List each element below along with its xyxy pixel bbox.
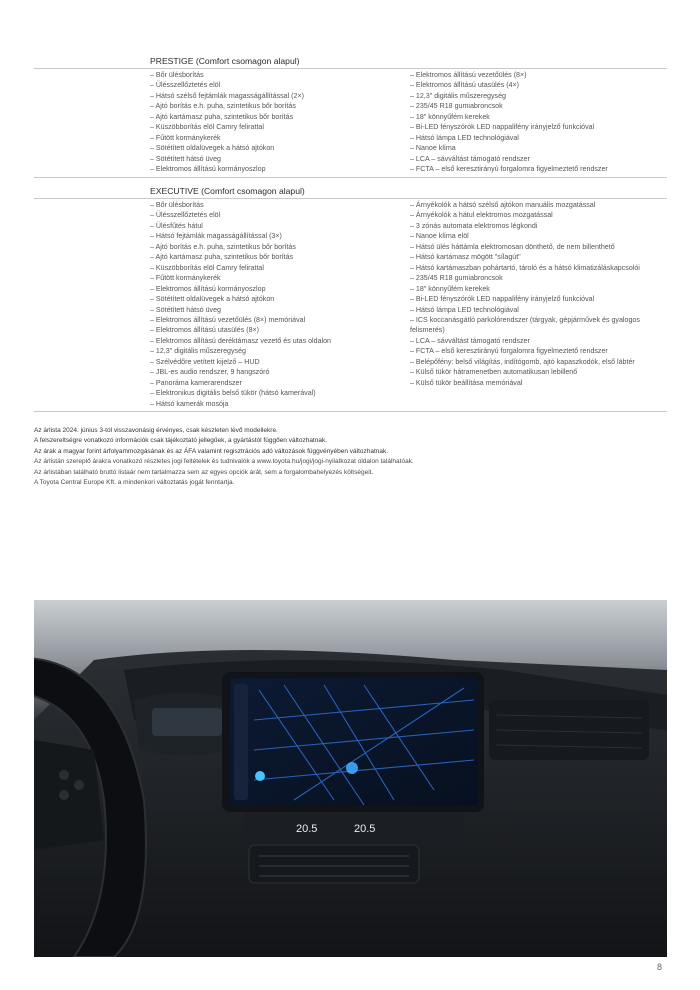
list-item: – Külső tükör hátramenetben automatikusan lebillenő bbox=[410, 368, 578, 377]
list-item: – Elektromos állítású kormányoszlop bbox=[150, 165, 266, 174]
list-item: – 12,3" digitális műszeregység bbox=[150, 347, 246, 356]
list-item: – JBL-es audio rendszer, 9 hangszóró bbox=[150, 368, 270, 377]
list-item: – LCA – sávváltást támogató rendszer bbox=[410, 154, 530, 163]
list-item: – Ülésfűtés hátul bbox=[150, 221, 203, 230]
wheel-button bbox=[59, 770, 69, 780]
list-item: – 3 zónás automata elektromos légkondi bbox=[410, 221, 538, 230]
list-item: – Küszöbborítás elöl Camry felirattal bbox=[150, 263, 264, 272]
list-item: – Sötétített oldalüvegek a hátsó ajtókon bbox=[150, 144, 275, 153]
wheel-button bbox=[74, 780, 84, 790]
list-item: – Ajtó kartámasz puha, szintetikus bőr borítás bbox=[150, 253, 294, 262]
executive-features bbox=[34, 198, 667, 412]
list-item: – Panoráma kamerarendszer bbox=[150, 378, 242, 387]
list-item: – Elektromos állítású deréktámasz vezető és utas oldalon bbox=[150, 336, 331, 345]
prestige-section bbox=[34, 54, 667, 178]
list-item: – Ajtó borítás e.h. puha, szintetikus bőr borítás bbox=[150, 102, 296, 111]
list-item: – Küszöbborítás elöl Camry felirattal bbox=[150, 123, 264, 132]
interior-photo bbox=[34, 600, 667, 957]
list-item: – Hátsó kartámaszban pohártartó, tároló és a hátsó klimatizáláskapcsolói bbox=[410, 263, 640, 272]
list-item: – Ülésszellőztetés elöl bbox=[150, 211, 221, 220]
map-location-icon bbox=[255, 771, 265, 781]
note-line: A felszereltségre vonatkozó információk csak tájékoztató jellegűek, a gyártástól függően változhatnak. bbox=[34, 437, 328, 445]
list-item: – Bőr ülésborítás bbox=[150, 71, 204, 79]
list-item: – Hátsó szélső fejtámlák magasságállítással (2×) bbox=[150, 91, 304, 100]
list-item: – Bőr ülésborítás bbox=[150, 201, 204, 209]
list-item: – Árnyékolók a hátul elektromos mozgatással bbox=[410, 211, 553, 220]
list-item: – 18" könnyűfém kerekek bbox=[410, 112, 490, 121]
list-item: – Elektromos állítású utasülés (4×) bbox=[410, 81, 520, 90]
list-item: – Belépőfény: belső világítás, indítógomb, ajtó kapaszkodók, első lábtér bbox=[410, 357, 635, 366]
list-item: – Elektromos állítású vezetőülés (8×) memóriával bbox=[150, 315, 306, 324]
executive-section bbox=[34, 184, 667, 412]
prestige-left-list bbox=[150, 70, 410, 175]
list-item: – Ajtó borítás e.h. puha, szintetikus bőr borítás bbox=[150, 242, 296, 251]
center-vent bbox=[249, 845, 419, 883]
temp-left: 20.5 bbox=[296, 823, 318, 835]
list-item: – Hátsó ülés háttámla elektromosan dönthető, de nem billenthető bbox=[410, 242, 615, 251]
wheel-button bbox=[59, 790, 69, 800]
list-item: – Külső tükör beállítása memóriával bbox=[410, 378, 523, 387]
list-item: – LCA – sávváltást támogató rendszer bbox=[410, 336, 530, 345]
executive-right-list bbox=[410, 200, 667, 409]
list-item: – 18" könnyűfém kerekek bbox=[410, 284, 490, 293]
display-sidebar bbox=[234, 684, 248, 800]
page-number: 8 bbox=[657, 962, 663, 972]
note-line: Az árlistán szereplő árakra vonatkozó részletes jogi feltételek és tudnivalók a www.toyota.hu/jogi/jogi-nyilatkozat oldalon találhatóak. bbox=[34, 458, 414, 466]
note-line: Az árlistában található bruttó listaár nem tartalmazza sem az egyes opciók árát, sem a forgalombahelyezés költségeit. bbox=[34, 468, 374, 476]
temp-right: 20.5 bbox=[354, 823, 376, 835]
prestige-right-list bbox=[410, 70, 667, 175]
list-item: – Hátsó fejtámlák magasságállítással (3×) bbox=[150, 232, 282, 241]
center-display bbox=[230, 678, 478, 806]
executive-left-list bbox=[150, 200, 410, 409]
list-item: – Szélvédőre vetített kijelző – HUD bbox=[150, 357, 260, 366]
disclaimer-notes bbox=[34, 426, 654, 488]
interior-illustration bbox=[34, 600, 667, 957]
list-item: – Elektromos állítású vezetőülés (8×) bbox=[410, 71, 527, 79]
list-item: – Fűtött kormánykerék bbox=[150, 133, 221, 142]
list-item: – 235/45 R18 gumiabroncsok bbox=[410, 102, 503, 111]
list-item: – Árnyékolók a hátsó szélső ajtókon manuális mozgatással bbox=[410, 201, 596, 209]
note-line: Az árlista 2024. június 3-tól visszavonásig érvényes, csak készleten lévő modellekre. bbox=[34, 427, 278, 434]
map-position-marker bbox=[346, 762, 358, 774]
note-line: A Toyota Central Europe Kft. a mindenkori változtatás jogát fenntartja. bbox=[34, 479, 235, 487]
list-item: – Elektromos állítású utasülés (8×) bbox=[150, 326, 260, 335]
list-item: – FCTA – első keresztirányú forgalomra figyelmeztető rendszer bbox=[410, 165, 608, 174]
list-item: – Fűtött kormánykerék bbox=[150, 274, 221, 283]
list-item: – Elektronikus digitális belső tükör (hátsó kamerával) bbox=[150, 389, 316, 398]
list-item: – Hátsó kartámasz mögött "sílagút" bbox=[410, 253, 521, 262]
executive-title: EXECUTIVE (Comfort csomagon alapul) bbox=[150, 186, 305, 196]
list-item: – Bi-LED fényszórók LED nappalifény irányjelző funkcióval bbox=[410, 295, 595, 304]
list-item: – Sötétített hátsó üveg bbox=[150, 305, 221, 314]
list-item: – Hátsó lámpa LED technológiával bbox=[410, 133, 519, 142]
list-item: – Nanoe klíma elöl bbox=[410, 232, 469, 241]
list-item: – Nanoe klíma bbox=[410, 144, 456, 153]
list-item: – Ülésszellőztetés elöl bbox=[150, 81, 221, 90]
list-item: – Hátsó lámpa LED technológiával bbox=[410, 305, 519, 314]
cluster-display bbox=[152, 708, 222, 736]
list-item: – 12,3" digitális műszeregység bbox=[410, 91, 506, 100]
note-line: Az árak a magyar forint árfolyammozgásának és az ÁFA valamint regisztrációs adó változások függvényében változhatnak. bbox=[34, 447, 389, 455]
list-item: – Elektromos állítású kormányoszlop bbox=[150, 284, 266, 293]
list-item: – Ajtó kartámasz puha, szintetikus bőr borítás bbox=[150, 112, 294, 121]
list-item: – Bi-LED fényszórók LED nappalifény irányjelző funkcióval bbox=[410, 123, 595, 132]
prestige-features bbox=[34, 68, 667, 178]
list-item: – 235/45 R18 gumiabroncsok bbox=[410, 274, 503, 283]
prestige-title: PRESTIGE (Comfort csomagon alapul) bbox=[150, 56, 300, 66]
list-item: – Hátsó kamerák mosója bbox=[150, 399, 229, 408]
list-item: – FCTA – első keresztirányú forgalomra figyelmeztető rendszer bbox=[410, 347, 608, 356]
list-item: – Sötétített hátsó üveg bbox=[150, 154, 221, 163]
list-item: – ICS koccanásgátló parkolórendszer (tárgyak, gépjárművek és gyalogos felismerés) bbox=[410, 315, 640, 335]
list-item: – Sötétített oldalüvegek a hátsó ajtókon bbox=[150, 295, 275, 304]
